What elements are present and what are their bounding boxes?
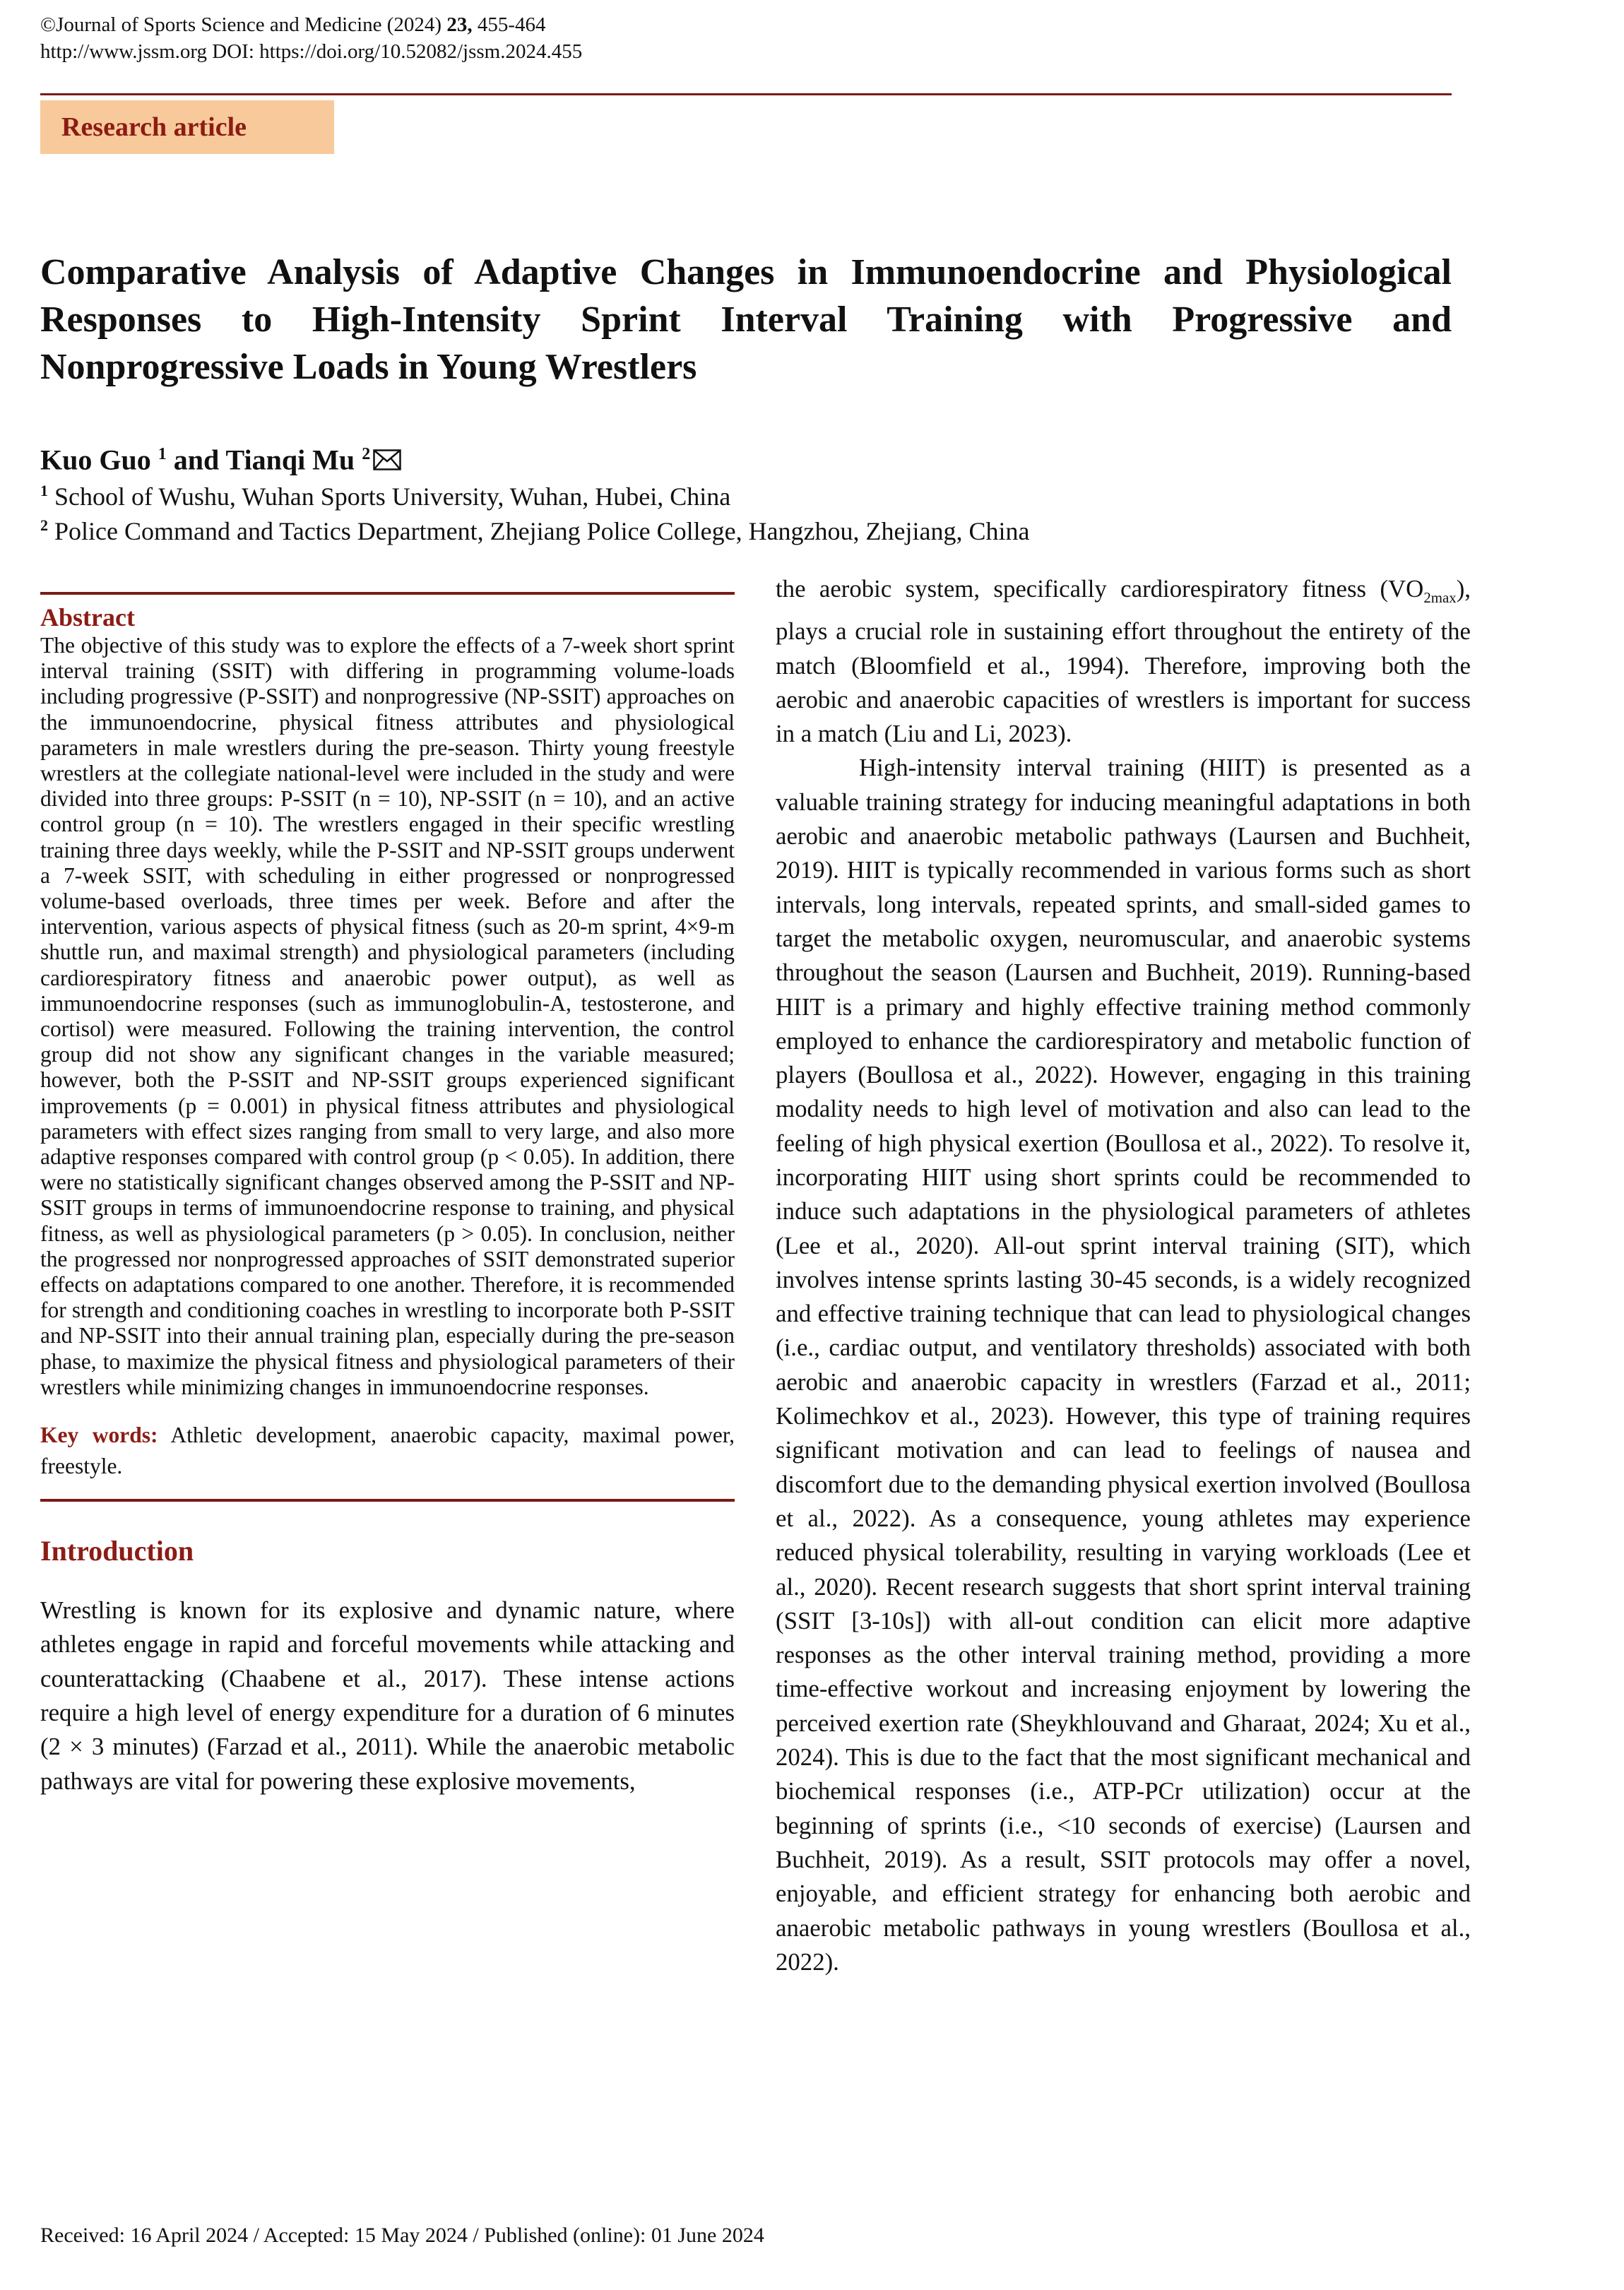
envelope-icon[interactable] (373, 449, 401, 470)
affiliation-1-number: 1 (40, 482, 48, 499)
affiliation-2-text: Police Command and Tactics Department, Zhejiang Police College, Hangzhou, Zhejiang, China (54, 517, 1030, 545)
abstract-text: The objective of this study was to explore the effects of a 7-week short sprint interval training (SSIT) with differing in programming volume-loads including progressive (P-SSIT) and nonprogressive (NP-SSIT) approaches on the immunoendocrine, physical fitness attributes and physiological parameters in male wrestlers during the pre-season. Thirty young freestyle wrestlers at the collegiate national-level were included in the study and were divided into three groups: P-SSIT (n = 10), NP-SSIT (n = 10), and an active control group (n = 10). The wrestlers engaged in their specific wrestling training three days weekly, while the P-SSIT and NP-SSIT groups underwent a 7-week SSIT, with scheduling in either progressed or nonprogressed volume-based overloads, three times per week. Before and after the intervention, various aspects of physical fitness (such as 20-m sprint, 4×9-m shuttle run, and maximal strength) and physiological parameters (including cardiorespiratory fitness and anaerobic power output), as well as immunoendocrine responses (such as immunoglobulin-A, testosterone, and cortisol) were measured. Following the training intervention, the control group did not show any significant changes in the variable measured; however, both the P-SSIT and NP-SSIT groups experienced significant improvements (p = 0.001) in physical fitness attributes and physiological parameters with effect sizes ranging from small to very large, and also more adaptive responses compared with control group (p < 0.05). In addition, there were no statistically significant changes observed among the P-SSIT and NP-SSIT groups in terms of immunoendocrine response to training, and physical fitness, as well as physiological parameters (p > 0.05). In conclusion, neither the progressed nor nonprogressed approaches of SSIT demonstrated superior effects on adaptations compared to one another. Therefore, it is recommended for strength and conditioning coaches in wrestling to incorporate both P-SSIT and NP-SSIT into their annual training plan, especially during the pre-season phase, to maximize the physical fitness and physiological parameters of their wrestlers while minimizing changes in immunoendocrine responses. (40, 633, 735, 1399)
affiliation-2-number: 2 (40, 516, 48, 534)
abstract-bottom-rule (40, 1499, 735, 1502)
introduction-heading: Introduction (40, 1535, 194, 1567)
right-column (776, 572, 1471, 1979)
article-title: Comparative Analysis of Adaptive Changes in Immunoendocrine and Physiological Responses to High-Intensity Sprint Interval Training with Progressive and Nonprogressive Loads in Young Wrestlers (40, 252, 1452, 387)
vo2max-subscript: 2max (1423, 588, 1457, 606)
author-1-affiliation: 1 (158, 445, 167, 463)
affiliation-1 (40, 475, 730, 512)
publication-dates: Received: 16 April 2024 / Accepted: 15 May 2024 / Published (online): 01 June 2024 (40, 2224, 764, 2247)
journal-header (40, 11, 582, 65)
introduction-paragraph-2: High-intensity interval training (HIIT) is presented as a valuable training strategy for inducing meaningful adaptations in both aerobic and anaerobic metabolic pathways (Laursen and Buchheit, 2019). HIIT is typically recommended in various forms such as short intervals, long intervals, repeated sprints, and small-sided games to target the metabolic oxygen, neuromuscular, and anaerobic systems throughout the season (Laursen and Buchheit, 2019). Running-based HIIT is a primary and highly effective training method commonly employed to enhance the cardiorespiratory and metabolic function of players (Boullosa et al., 2022). However, engaging in this training modality needs to high level of motivation and also can lead to the feeling of high physical exertion (Boullosa et al., 2022). To resolve it, incorporating HIIT using short sprints could be recommended to induce such adaptations in the physiological parameters of athletes (Lee et al., 2020). All-out sprint interval training (SIT), which involves intense sprints lasting 30-45 seconds, is a widely recognized and effective training technique that can lead to physiological changes (i.e., cardiac output, and ventilatory thresholds) associated with both aerobic and anaerobic capacity in wrestlers (Farzad et al., 2011; Kolimechkov et al., 2023). However, this type of training requires significant motivation and can lead to feelings of nausea and discomfort due to the demanding physical exertion involved (Boullosa et al., 2022). As a consequence, young athletes may experience reduced physical tolerability, resulting in varying workloads (Lee et al., 2020). Recent research suggests that short sprint interval training (SSIT [3-10s]) with all-out condition can elicit more adaptive responses as the other interval training method, providing a more time-effective workout and increasing enjoyment by lowering the perceived exertion rate (Sheykhlouvand and Gharaat, 2024; Xu et al., 2024). This is due to the fact that the most significant mechanical and biochemical responses (i.e., ATP-PCr utilization) occur at the beginning of sprints (i.e., <10 seconds of exercise) (Laursen and Buchheit, 2019). As a result, SSIT protocols may offer a novel, enjoyable, and efficient strategy for enhancing both aerobic and anaerobic metabolic pathways in young wrestlers (Boullosa et al., 2022). (776, 754, 1471, 1976)
para1-cont-text-a: the aerobic system, specifically cardiorespiratory fitness (VO (776, 575, 1424, 603)
para1-cont-text-b: ), plays a crucial role in sustaining effort throughout the entirety of the match (Bloomfield et al., 1994). Therefore, improving both the aerobic and anaerobic capacities of wrestlers is important for success in a match (Liu and Li, 2023). (776, 575, 1471, 748)
author-line (40, 437, 401, 477)
introduction-paragraph-1: Wrestling is known for its explosive and dynamic nature, where athletes engage in rapid and forceful movements while attacking and counterattacking (Chaabene et al., 2017). These intense actions require a high level of energy expenditure for a duration of 6 minutes (2 × 3 minutes) (Farzad et al., 2011). While the anaerobic metabolic pathways are vital for powering these explosive movements, (40, 1596, 735, 1795)
abstract-top-rule (40, 592, 735, 595)
affiliation-1-text: School of Wushu, Wuhan Sports University, Wuhan, Hubei, China (54, 482, 731, 511)
keywords-text: Athletic development, anaerobic capacity, maximal power, freestyle. (40, 1423, 735, 1479)
journal-name: ©Journal of Sports Science and Medicine (2024) (40, 13, 447, 36)
left-column (40, 592, 735, 1798)
journal-volume: 23, (446, 13, 473, 36)
abstract-heading: Abstract (40, 603, 135, 631)
article-type-badge: Research article (40, 100, 334, 154)
keywords-label: Key words: (40, 1423, 158, 1448)
author-2: Tianqi Mu (225, 444, 355, 476)
author-2-affiliation: 2 (362, 445, 371, 463)
keywords (40, 1420, 735, 1482)
affiliation-2 (40, 510, 1029, 547)
journal-pages: 455-464 (472, 13, 546, 36)
header-divider (40, 93, 1452, 95)
author-1: Kuo Guo (40, 444, 151, 476)
journal-url-doi[interactable]: http://www.jssm.org DOI: https://doi.org/10.52082/jssm.2024.455 (40, 40, 583, 63)
introduction-paragraph-1-continued (776, 572, 1471, 751)
author-connector: and (166, 444, 226, 476)
journal-citation (40, 11, 582, 38)
